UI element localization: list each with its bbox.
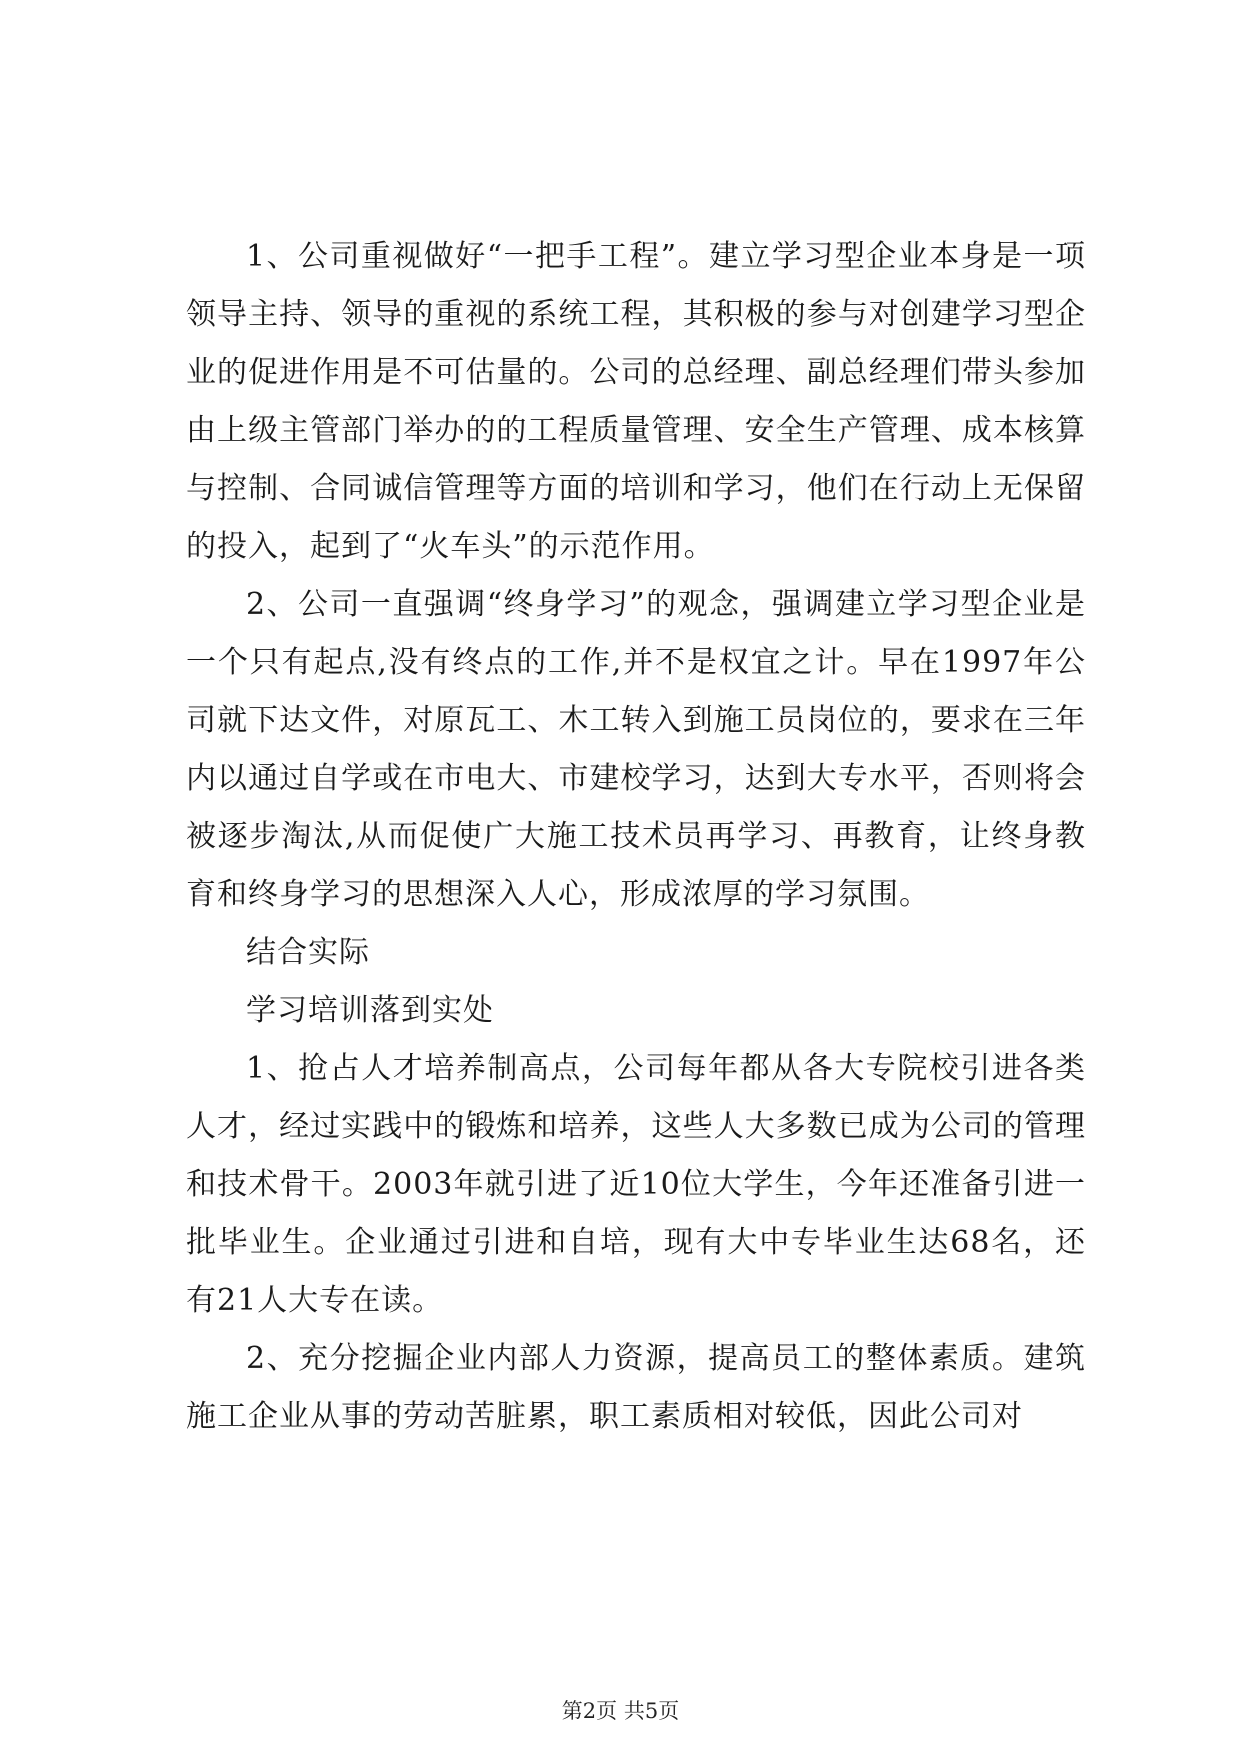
section-heading-practice: 结合实际 xyxy=(246,935,370,970)
paragraph-human-resources: 2、充分挖掘企业内部人力资源，提高员工的整体素质。建筑施工企业从事的劳动苦脏累，职工素质相对较低，因此公司对 xyxy=(186,1341,1086,1434)
paragraph-talent: 1、抢占人才培养制高点，公司每年都从各大专院校引进各类人才，经过实践中的锻炼和培养，这些人大多数已成为公司的管理和技术骨干。2003年就引进了近10位大学生，今年还准备引进一批毕业生。企业通过引进和自培，现有大中专毕业生达68名，还有21人大专在读。 xyxy=(186,1051,1086,1318)
section-heading-training: 学习培训落到实处 xyxy=(246,993,494,1028)
document-body xyxy=(186,228,1086,1446)
page-indicator: 第2页 共5页 xyxy=(561,1699,680,1723)
page-footer xyxy=(0,1695,1241,1725)
paragraph-leadership: 1、公司重视做好“一把手工程”。建立学习型企业本身是一项领导主持、领导的重视的系统工程，其积极的参与对创建学习型企业的促进作用是不可估量的。公司的总经理、副总经理们带头参加由上级主管部门举办的的工程质量管理、安全生产管理、成本核算与控制、合同诚信管理等方面的培训和学习，他们在行动上无保留的投入，起到了“火车头”的示范作用。 xyxy=(186,239,1086,564)
paragraph-lifelong-learning: 2、公司一直强调“终身学习”的观念，强调建立学习型企业是一个只有起点,没有终点的工作,并不是权宜之计。早在1997年公司就下达文件，对原瓦工、木工转入到施工员岗位的，要求在三年内以通过自学或在市电大、市建校学习，达到大专水平，否则将会被逐步淘汰,从而促使广大施工技术员再学习、再教育，让终身教育和终身学习的思想深入人心，形成浓厚的学习氛围。 xyxy=(186,587,1086,912)
